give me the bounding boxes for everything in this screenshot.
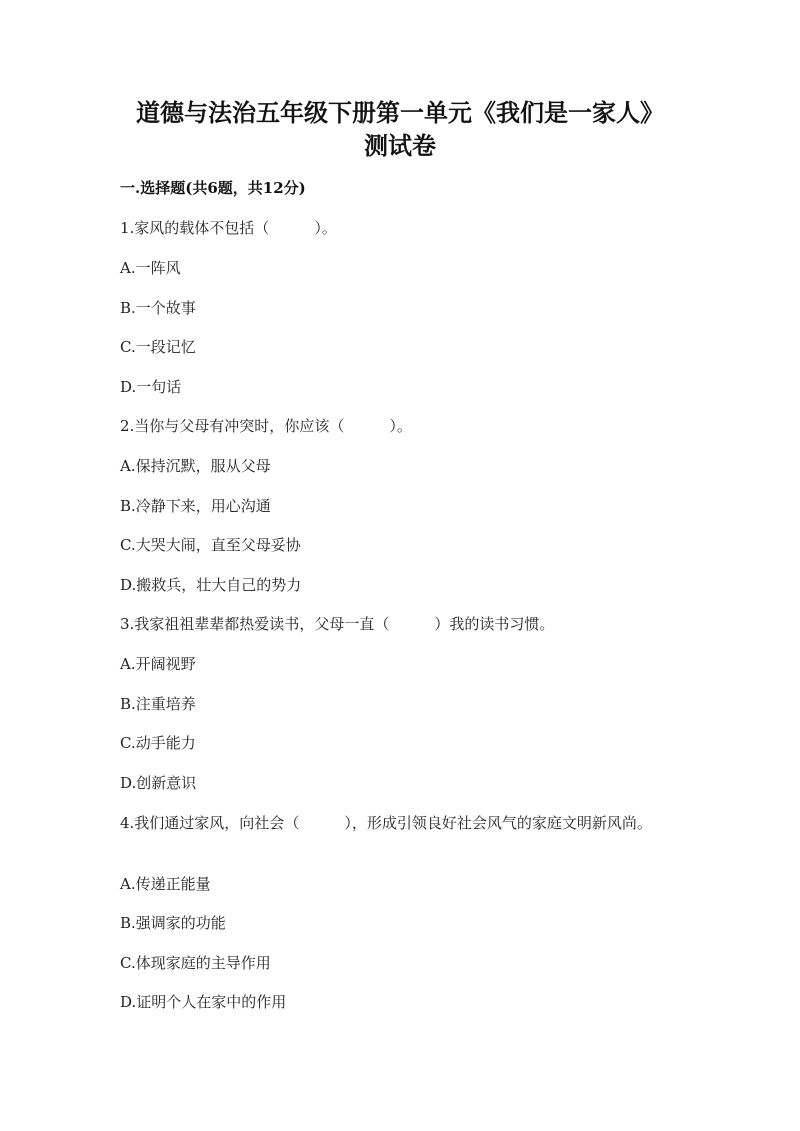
question-2-stem: 2.当你与父母有冲突时，你应该（ ）。 bbox=[120, 417, 412, 435]
question-1-option-d: D.一句话 bbox=[120, 378, 182, 396]
section-heading: 一.选择题(共6题，共12分) bbox=[120, 179, 306, 197]
question-3-option-d: D.创新意识 bbox=[120, 774, 197, 792]
question-2-option-d: D.搬救兵，壮大自己的势力 bbox=[120, 576, 302, 594]
page-subtitle: 测试卷 bbox=[364, 131, 436, 160]
question-4-option-a: A.传递正能量 bbox=[120, 875, 211, 893]
question-3-stem: 3.我家祖祖辈辈都热爱读书，父母一直（ ）我的读书习惯。 bbox=[120, 615, 555, 633]
question-2-option-b: B.冷静下来，用心沟通 bbox=[120, 497, 271, 515]
question-4-option-d: D.证明个人在家中的作用 bbox=[120, 993, 287, 1011]
question-1-stem: 1.家风的载体不包括（ ）。 bbox=[120, 219, 337, 237]
question-4-option-b: B.强调家的功能 bbox=[120, 914, 226, 932]
question-4-stem: 4.我们通过家风，向社会（ ），形成引领良好社会风气的家庭文明新风尚。 bbox=[120, 814, 652, 832]
question-1-option-c: C.一段记忆 bbox=[120, 338, 196, 356]
question-3-option-a: A.开阔视野 bbox=[120, 655, 196, 673]
question-3-option-b: B.注重培养 bbox=[120, 695, 196, 713]
question-1-option-a: A.一阵风 bbox=[120, 259, 181, 277]
question-2-option-a: A.保持沉默，服从父母 bbox=[120, 457, 271, 475]
question-3-option-c: C.动手能力 bbox=[120, 734, 196, 752]
question-2-option-c: C.大哭大闹，直至父母妥协 bbox=[120, 536, 301, 554]
page-title: 道德与法治五年级下册第一单元《我们是一家人》 bbox=[136, 98, 664, 127]
question-1-option-b: B.一个故事 bbox=[120, 299, 196, 317]
question-4-option-c: C.体现家庭的主导作用 bbox=[120, 954, 271, 972]
